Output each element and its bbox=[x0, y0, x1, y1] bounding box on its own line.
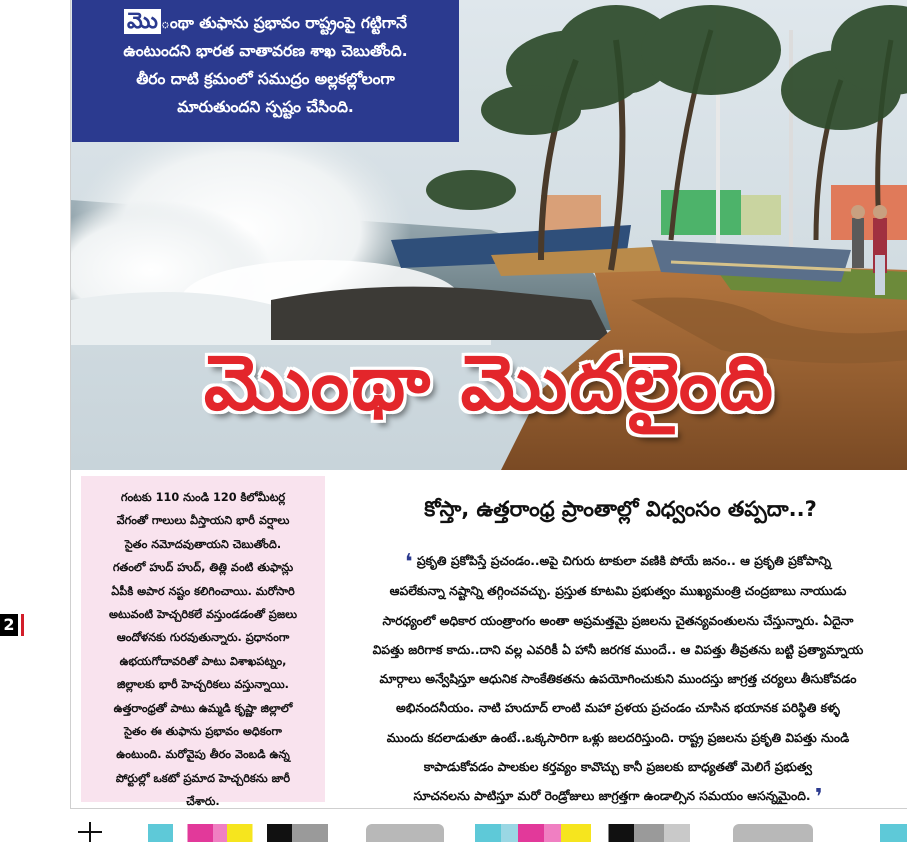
sidebar-line: గతంలో హుద్ హుద్, తిత్లి వంటి తుఫాన్లు bbox=[112, 561, 294, 575]
page-number: 2 bbox=[0, 614, 18, 636]
sidebar-line: గంటకు 110 నుండి 120 కిలోమీటర్ల bbox=[120, 491, 286, 504]
intro-line-1: మొ ంథా తుఫాను ప్రభావం రాష్ట్రంపై గట్టిగానే bbox=[78, 8, 453, 37]
article-line: ఆపలేకున్నా నష్టాన్ని తగ్గించవచ్చు. ప్రస్తుత కూటమి ప్రభుత్వం ముఖ్యమంత్రి చంద్రబాబు నాయుడు bbox=[389, 584, 847, 599]
headline: మొంథా మొదలైంది bbox=[203, 338, 776, 427]
sidebar-line: ఉత్తరాంధ్రతో పాటు ఉమ్మడి కృష్ణా జిల్లాలో bbox=[113, 701, 293, 715]
print-color-bar-4 bbox=[733, 824, 813, 842]
sidebar-line: ఉంటుంది. మరోవైపు తీరం వెంబడి ఉన్న bbox=[116, 748, 290, 762]
sidebar-line: ఏపీకి అపార నష్టం కలిగించాయి. మరోసారి bbox=[111, 584, 295, 598]
close-quote-icon: ❜ bbox=[814, 785, 823, 809]
print-color-bar-2 bbox=[366, 824, 444, 842]
intro-line-4: మారుతుందని స్పష్టం చేసింది. bbox=[177, 98, 354, 116]
intro-line-2: ఉంటుందని భారత వాతావరణ శాఖ చెబుతోంది. bbox=[123, 42, 408, 60]
newspaper-page bbox=[70, 0, 907, 809]
article-line: సారధ్యంలో అధికార యంత్రాంగం అంతా అప్రమత్తమై ప్రజలను చైతన్యవంతులను చేస్తున్నారు. ఏదైనా bbox=[382, 613, 854, 628]
article-line: విపత్తు జరిగాక కాదు..దాని వల్ల ఎవరికీ ఏ హానీ జరగక ముందే.. ఆ విపత్తు తీవ్రతను బట్టి ప్రత్యామ్నాయ bbox=[372, 642, 864, 657]
sidebar-line: అటువంటి హెచ్చరికలే వస్తుండడంతో ప్రజలు bbox=[108, 608, 297, 622]
sidebar-line: పోర్టుల్లో ఒకటో ప్రమాద హెచ్చరికను జారీ bbox=[115, 771, 291, 785]
article-line: ముందు కదలాడుతూ ఉంటే..ఒక్కసారిగా ఒళ్లు జలదరిస్తుంది. రాష్ట్ర ప్రజలను ప్రకృతి విపత్తు నుండి bbox=[386, 730, 850, 745]
sidebar-line: ఆందోళనకు గురవుతున్నారు. ప్రధానంగా bbox=[116, 631, 290, 645]
registration-crosshair-icon bbox=[78, 822, 102, 842]
print-color-bar-1 bbox=[148, 824, 328, 842]
intro-box bbox=[72, 0, 459, 142]
sidebar-line: వేగంతో గాలులు వీస్తాయని భారీ వర్షాలు bbox=[116, 514, 290, 528]
sidebar-line: సైతం నమోదవుతాయని చెబుతోంది. bbox=[124, 537, 282, 551]
print-color-bar-5 bbox=[880, 824, 907, 842]
article-line: అభినందనీయం. నాటి హుదూద్ లాంటి మహా ప్రళయ ప్రచండం చూసిన భయానక పరిస్థితి కళ్ళ bbox=[396, 701, 840, 716]
article-body bbox=[333, 547, 903, 809]
sidebar-box bbox=[81, 476, 325, 809]
intro-line-3: తీరం దాటి క్రమంలో సముద్రం అల్లకల్లోలంగా bbox=[136, 70, 395, 88]
sidebar-line: జిల్లాలకు భారీ హెచ్చరికలు వస్తున్నాయి. bbox=[117, 678, 289, 692]
article-line: మార్గాలు అన్వేషిస్తూ ఆధునిక సాంకేతికతను ఉపయోగించుకుని ముందస్తు జాగ్రత్త చర్యలు తీసుకోవడం bbox=[379, 672, 857, 687]
sidebar-line: ఉభయగోదావరితో పాటు విశాఖపట్నం, bbox=[119, 654, 287, 668]
article-line: కాపాడుకోవడం పాలకుల కర్తవ్యం కావొచ్చు కానీ ప్రజలకు బాధ్యతతో మెలిగే ప్రభుత్వ bbox=[423, 760, 813, 775]
sidebar-line: సైతం ఈ తుఫాను ప్రభావం అధికంగా bbox=[124, 725, 282, 739]
article-subheading: కోస్తా, ఉత్తరాంధ్ర ప్రాంతాల్లో విధ్వంసం తప్పదా..? bbox=[424, 497, 817, 521]
article-line: ❛ ప్రకృతి ప్రకోపిస్తే ప్రచండం..అపై చిగురు టాకులా వణికి పోయే జనం.. ఆ ప్రకృతి ప్రకోపాన్ని bbox=[404, 550, 832, 575]
open-quote-icon: ❛ bbox=[404, 550, 413, 575]
intro-dropcap: మొ bbox=[124, 9, 161, 34]
print-color-bar-3 bbox=[475, 824, 690, 842]
article-line: సూచనలను పాటిస్తూ మరో రెండ్రోజులు జాగ్రత్తగా ఉండాల్సిన సమయం ఆసన్నమైంది. ❜ bbox=[413, 785, 823, 809]
sidebar-line: చేశారు. bbox=[186, 795, 220, 809]
